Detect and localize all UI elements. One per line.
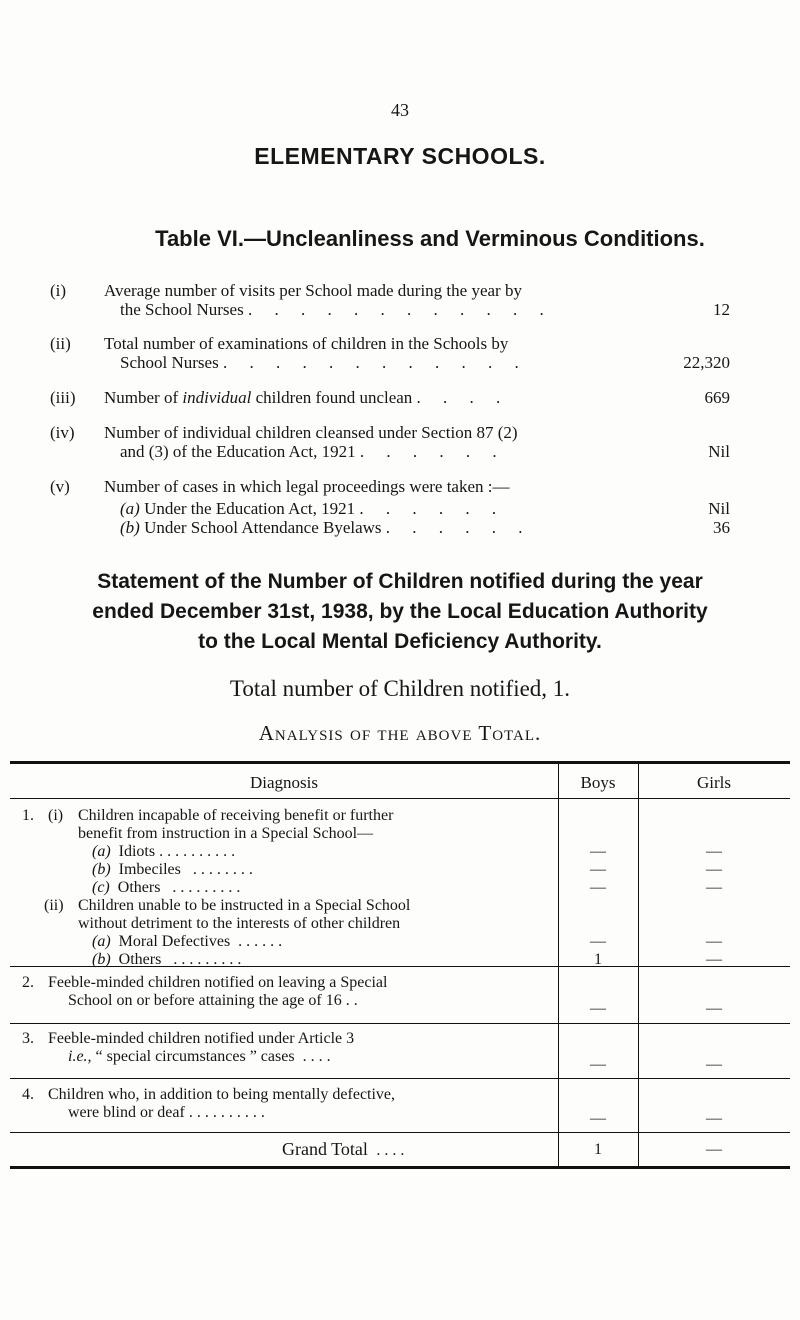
section-3-line1: Feeble-minded children notified under Article 3: [48, 1030, 355, 1047]
section-1-number: 1.: [22, 807, 34, 824]
analysis-title: Analysis of the above Total.: [258, 721, 542, 745]
section-4-line1: Children who, in addition to being mentally defective,: [48, 1086, 396, 1103]
row-text-line1: Average number of visits per School made during the year by: [104, 281, 522, 300]
section-2-boys: —: [590, 1000, 606, 1017]
section-1-ii-label: (ii): [44, 897, 64, 914]
idiots-boys: —: [590, 843, 606, 860]
row-number: (iii): [50, 388, 76, 407]
row-rule: [10, 1078, 790, 1079]
others-i-boys: —: [590, 879, 606, 896]
page-number: 43: [391, 100, 409, 120]
table-bottom-rule: [10, 1166, 790, 1169]
moral-defectives-girls: —: [706, 933, 722, 950]
section-3-boys: —: [590, 1056, 606, 1073]
subrow-text: (a) Under the Education Act, 1921 . . . . . .: [120, 499, 506, 518]
row-text-line1: Number of cases in which legal proceedings were taken :—: [104, 477, 510, 496]
section-4-girls: —: [706, 1110, 722, 1127]
section-2-line1: Feeble-minded children notified on leaving a Special: [48, 974, 388, 991]
diagnosis-moral-defectives: (a) Moral Defectives . . . . . .: [92, 933, 283, 950]
section-1-i-label: (i): [48, 807, 64, 824]
row-value: 12: [713, 300, 730, 319]
section-1-i-line2: benefit from instruction in a Special School—: [78, 825, 374, 842]
section-3-line2: i.e., “ special circumstances ” cases . . . .: [68, 1048, 331, 1065]
section-3-girls: —: [706, 1056, 722, 1073]
diagnosis-imbeciles: (b) Imbeciles . . . . . . . .: [92, 861, 253, 878]
total-notified: Total number of Children notified, 1.: [229, 676, 571, 701]
grand-total-label: Grand Total . . . .: [282, 1139, 405, 1159]
header-girls: Girls: [697, 773, 731, 792]
row-number: (v): [50, 477, 70, 496]
row-text-line1: Number of individual children found unclean . . . .: [104, 388, 510, 407]
grand-total-boys: 1: [594, 1141, 602, 1158]
statement-line-1: Statement of the Number of Children notified during the year: [97, 570, 703, 593]
grand-total-girls: —: [706, 1141, 722, 1158]
section-4-number: 4.: [22, 1086, 34, 1103]
diagnosis-idiots: (a) Idiots . . . . . . . . . .: [92, 843, 236, 860]
row-number: (ii): [50, 334, 71, 353]
table-top-rule: [10, 761, 790, 764]
moral-defectives-boys: —: [590, 933, 606, 950]
section-2-line2: School on or before attaining the age of 16 . .: [68, 992, 358, 1009]
row-number: (i): [50, 281, 67, 300]
diagnosis-others-i: (c) Others . . . . . . . . .: [92, 879, 241, 896]
imbeciles-boys: —: [590, 861, 606, 878]
row-number: (iv): [50, 423, 75, 442]
row-text-line1: Number of individual children cleansed under Section 87 (2): [104, 423, 518, 442]
header-boys: Boys: [580, 773, 616, 792]
row-rule: [10, 1023, 790, 1024]
row-value: 669: [704, 388, 730, 407]
section-1-i-line1: Children incapable of receiving benefit or further: [78, 807, 394, 824]
table-vi-title: Table VI.—Uncleanliness and Verminous Conditions.: [155, 226, 705, 251]
diagnosis-others-ii: (b) Others . . . . . . . . .: [92, 951, 242, 968]
section-1-ii-line2: without detriment to the interests of other children: [78, 915, 401, 932]
row-text-line1: Total number of examinations of children in the Schools by: [104, 334, 509, 353]
others-i-girls: —: [706, 879, 722, 896]
idiots-girls: —: [706, 843, 722, 860]
statement-line-3: to the Local Mental Deficiency Authority.: [198, 630, 602, 653]
row-rule: [10, 1132, 790, 1133]
subrow-value: Nil: [708, 499, 730, 518]
others-ii-boys: 1: [594, 951, 602, 968]
imbeciles-girls: —: [706, 861, 722, 878]
row-text-line2: and (3) of the Education Act, 1921 . . . . . .: [120, 442, 506, 461]
section-heading: ELEMENTARY SCHOOLS.: [254, 143, 546, 169]
subrow-value: 36: [713, 518, 730, 537]
row-text-line2: School Nurses . . . . . . . . . . . .: [120, 353, 528, 372]
row-value: Nil: [708, 442, 730, 461]
section-3-number: 3.: [22, 1030, 34, 1047]
subrow-text: (b) Under School Attendance Byelaws . . . . . .: [120, 518, 532, 537]
statement-line-2: ended December 31st, 1938, by the Local Education Authority: [92, 600, 708, 623]
section-2-girls: —: [706, 1000, 722, 1017]
others-ii-girls: —: [706, 951, 722, 968]
section-4-line2: were blind or deaf . . . . . . . . . .: [68, 1104, 265, 1121]
section-1-ii-line1: Children unable to be instructed in a Special School: [78, 897, 411, 914]
section-2-number: 2.: [22, 974, 34, 991]
section-4-boys: —: [590, 1110, 606, 1127]
header-diagnosis: Diagnosis: [250, 773, 318, 792]
row-text-line2: the School Nurses . . . . . . . . . . . .: [120, 300, 553, 319]
header-rule: [10, 798, 790, 799]
row-value: 22,320: [683, 353, 730, 372]
